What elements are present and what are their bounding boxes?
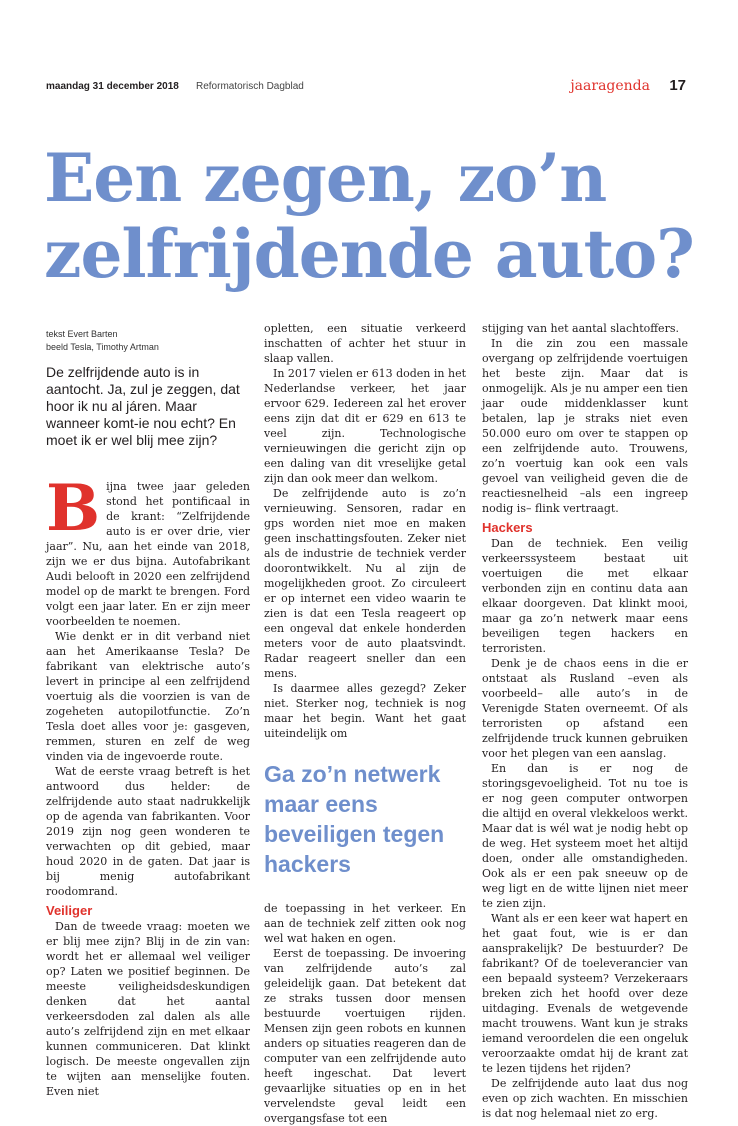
article-column-2 (264, 321, 466, 1126)
headline-line-2: zelfrijdende auto? (44, 215, 694, 293)
headline-line-1: Een zegen, zo’n (44, 139, 607, 217)
headline (44, 140, 704, 292)
body-paragraph: De zelfrijdende auto laat dus nog even op zich wachten. En misschien is dat nog helemaal niet zo erg. (482, 1077, 688, 1120)
body-paragraph: Dan de techniek. Een veilig verkeerssysteem bestaat uit voertuigen die met elkaar verbonden zijn en continu data aan elkaar doorgeven. Dat klinkt mooi, maar ga zo’n netwerk maar eens beveiligen tegen hackers en terroristen. (482, 537, 688, 655)
body-paragraph: de toepassing in het verkeer. En aan de techniek zelf zitten ook nog wel wat haken en ogen. (264, 902, 466, 945)
article-column-1 (46, 328, 250, 1099)
pull-quote: Ga zo’n netwerk maar eens beveiligen tegen hackers (264, 761, 445, 877)
intro-paragraph: De zelfrijdende auto is in aantocht. Ja, zul je zeggen, dat hoor ik nu al járen. Maar wanneer komt-ie nou echt? En moet ik er wel blij mee zijn? (46, 364, 240, 448)
body-paragraph: En dan is er nog de storingsgevoeligheid. Tot nu toe is er nog geen computer ontworpen die altijd en overal vlekkeloos werkt. Maar dat is wél wat je nodig hebt op de weg. Het systeem moet het altijd doen, onder alle omstandigheden. Ook als er een pak sneeuw op de weg ligt en de witte lijnen niet meer te zien zijn. (482, 762, 688, 910)
body-paragraph: Wie denkt er in dit verband niet aan het Amerikaanse Tesla? De fabrikant van elektrische auto’s levert in principe al een zelfrijdend voertuig als die voorzien is van de zogeheten autopilotfunctie. Zo’n Tesla doet alles voor je: gasgeven, remmen, sturen en zelf de weg vinden via de ingevoerde route. (46, 630, 250, 763)
photo-credit: beeld Tesla, Timothy Artman (46, 342, 159, 352)
newspaper-name: Reformatorisch Dagblad (196, 81, 304, 92)
body-paragraph: Want als er een keer wat hapert en het gaat fout, wie is er dan aansprakelijk? De bestuurder? De fabrikant? Of de toeleverancier van een bepaald systeem? Verzekeraars breken zich het hoofd over deze uitdaging. Evenals de wetgevende macht trouwens. Want kun je straks iemand veroordelen die een ongeluk veroorzaakte omdat hij de krant zat te lezen tijdens het rijden? (482, 912, 688, 1075)
body-paragraph: Is daarmee alles gezegd? Zeker niet. Sterker nog, techniek is nog maar het begin. Want het gaat uiteindelijk om (264, 682, 466, 740)
section-name: jaaragenda (570, 78, 650, 94)
subheading-hackers: Hackers (482, 520, 533, 535)
body-paragraph: stijging van het aantal slachtoffers. (482, 322, 679, 335)
drop-cap: B (46, 471, 101, 546)
body-paragraph: Dan de tweede vraag: moeten we er blij mee zijn? Blij in de zin van: wordt het er allemaal wel veiliger op? Laten we positief beginnen. De meeste veiligheidsdeskundigen denken dat het aantal verkeersdoden zal dalen als alle auto’s zelfrijdend zijn en met elkaar kunnen communiceren. Dat klinkt logisch. De meeste ongevallen zijn te wijten aan menselijke fouten. Even niet (46, 920, 250, 1098)
article-column-3 (482, 321, 688, 1121)
page-header (46, 79, 686, 95)
body-paragraph: In die zin zou een massale overgang op zelfrijdende voertuigen het beste zijn. Maar dat is onmogelijk. Als je nu amper een tien jaar oude middenklasser kunt betalen, lap je straks niet even 50.000 euro om over te stappen op een zelfrijdende auto. Trouwens, zo’n voertuig kan ook een vals gevoel van veiligheid geven die de reactiesnelheid –als een ingreep nodig is– flink vertraagt. (482, 337, 688, 515)
credits (46, 328, 250, 354)
issue-date: maandag 31 december 2018 (46, 81, 179, 92)
body-paragraph: Wat de eerste vraag betreft is het antwoord dus helder: de zelfrijdende auto staat nadrukkelijk op de agenda van fabrikanten. Voor 2019 zijn nog geen wonderen te verwachten op dit gebied, maar houd 2020 in de gaten. Dat jaar is bij menig autofabrikant roodomrand. (46, 765, 250, 898)
author-credit: tekst Evert Barten (46, 329, 118, 339)
body-paragraph: opletten, een situatie verkeerd inschatten of achter het stuur in slaap vallen. (264, 322, 466, 365)
body-paragraph: De zelfrijdende auto is zo’n vernieuwing. Sensoren, radar en gps worden niet moe en maken geen inschattingsfouten. Zeker niet als de industrie de techniek verder doorontwikkelt. Nu al zijn de mogelijkheden groot. Zo circuleert er op internet een video waarin te zien is dat een Tesla reageert op een ongeval dat enkele honderden meters voor de auto plaatsvindt. Radar reageert sneller dan een mens. (264, 487, 466, 680)
body-paragraph: Bijna twee jaar geleden stond het pontificaal in de krant: “Zelfrijdende auto is er over drie, vier jaar”. Nu, aan het einde van 2018, zijn we er dus bijna. Autofabrikant Audi belooft in 2020 een zelfrijdend model op de markt te brengen. Ford volgt een jaar later. En er zijn meer voorbeelden te noemen. (46, 471, 250, 628)
body-paragraph: Denk je de chaos eens in die er ontstaat als Rusland –even als voorbeeld– alle auto’s in de Verenigde Staten overneemt. Of als terroristen op afstand een zelfrijdende truck kunnen gebruiken voor het plegen van een aanslag. (482, 657, 688, 760)
body-paragraph: Eerst de toepassing. De invoering van zelfrijdende auto’s zal geleidelijk gaan. Dat betekent dat ze straks tussen door mensen bestuurde voertuigen rijden. Mensen zijn geen robots en kunnen anders op situaties reageren dan de computer van een zelfrijdende auto heeft ingeschat. Dat levert gevaarlijke situaties op en in het vervelendste geval leidt een overgangsfase tot een (264, 947, 466, 1125)
page-number: 17 (669, 77, 686, 94)
subheading-veiliger: Veiliger (46, 903, 93, 918)
body-paragraph: In 2017 vielen er 613 doden in het Nederlandse verkeer, het jaar ervoor 629. Iedereen zal het erover eens zijn dat dit er 629 en 613 te veel zijn. Technologische vernieuwingen die gericht zijn op een daling van dit vreselijke getal zijn dan ook meer dan welkom. (264, 367, 466, 485)
